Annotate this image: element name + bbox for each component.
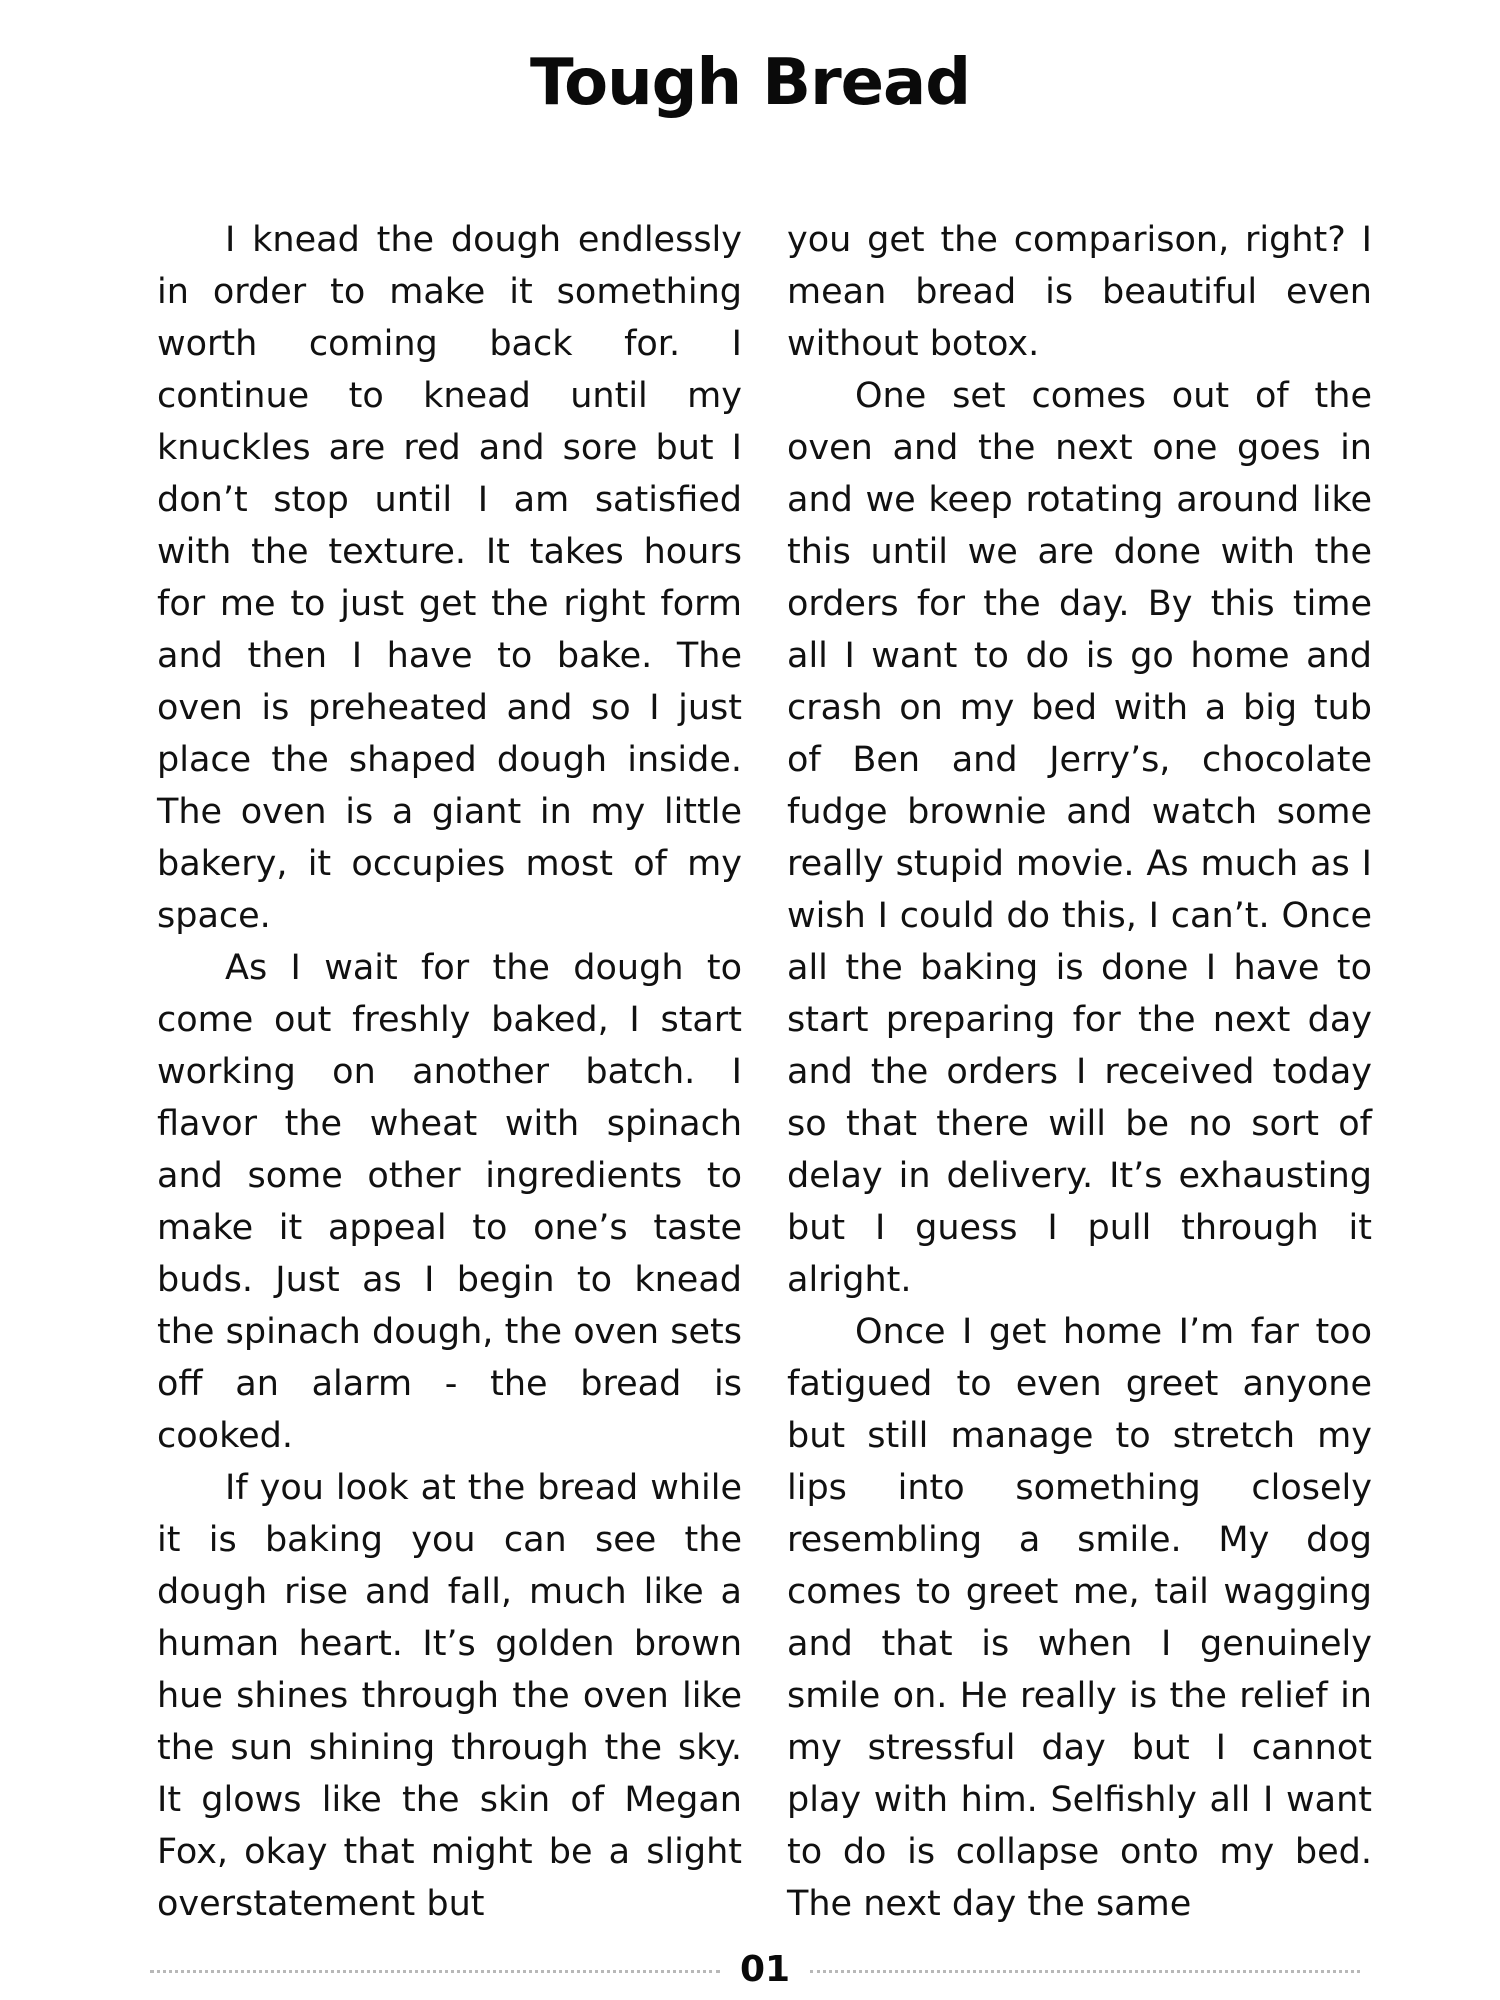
page-title: Tough Bread <box>529 45 971 120</box>
page-number: 01 <box>739 1949 791 1990</box>
left-column <box>157 214 742 1924</box>
right-column <box>787 214 1372 1924</box>
paragraph: Once I get home I’m far too fatigued to even greet anyone but still manage to stretch my lips into something closely resembling a smile. My dog comes to greet me, tail wagging and that is when I genuinely smile on. He really is the relief in my stressful day but I cannot play with him. Selfishly all I want to do is collapse onto my bed. The next day the same <box>787 1312 1372 1924</box>
paragraph: One set comes out of the oven and the next one goes in and we keep rotating around like this until we are done with the orders for the day. By this time all I want to do is go home and crash on my bed with a big tub of Ben and Jerry’s, chocolate fudge brownie and watch some really stupid movie. As much as I wish I could do this, I can’t. Once all the baking is done I have to start preparing for the next day and the orders I received today so that there will be no sort of delay in delivery. It’s exhausting but I guess I pull through it alright. <box>787 376 1372 1300</box>
paragraph: If you look at the bread while it is baking you can see the dough rise and fall, much like a human heart. It’s golden brown hue shines through the oven like the sun shining through the sky. It glows like the skin of Megan Fox, okay that might be a slight overstatement but <box>157 1468 742 1924</box>
paragraph: I knead the dough endlessly in order to make it something worth coming back for. I continue to knead until my knuckles are red and sore but I don’t stop until I am satisfied with the texture. It takes hours for me to just get the right form and then I have to bake. The oven is preheated and so I just place the shaped dough inside. The oven is a giant in my little bakery, it occupies most of my space. <box>157 220 742 936</box>
dotted-divider-right <box>810 1970 1360 1973</box>
page-footer <box>150 1950 1360 1990</box>
paragraph: As I wait for the dough to come out freshly baked, I start working on another batch. I flavor the wheat with spinach and some other ingredients to make it appeal to one’s taste buds. Just as I begin to knead the spinach dough, the oven sets off an alarm - the bread is cooked. <box>157 948 742 1456</box>
dotted-divider-left <box>150 1970 720 1973</box>
paragraph: you get the comparison, right? I mean bread is beautiful even without botox. <box>787 220 1372 364</box>
